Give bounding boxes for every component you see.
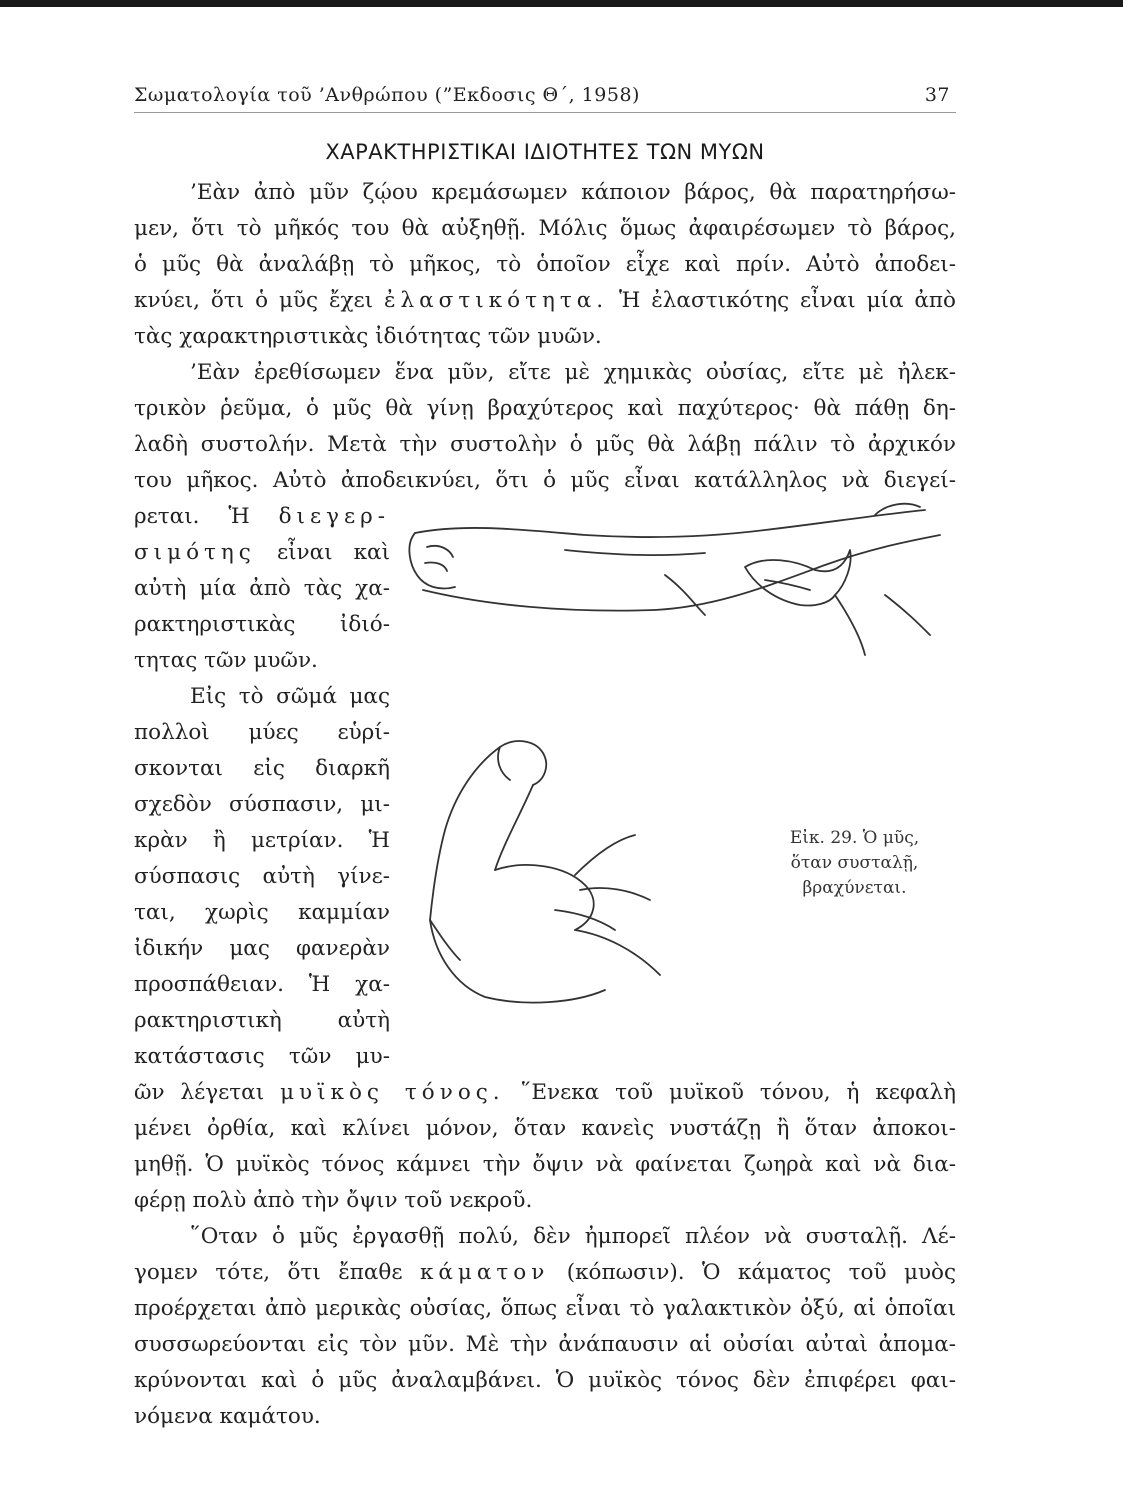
text-line: ’Εὰν ἀπὸ μῦν ζῴου κρεμάσωμεν κάποιον βάρος, θὰ παρατηρήσω- xyxy=(190,180,956,205)
figure-outstretched-arm xyxy=(405,495,950,670)
caption-line: ὅταν συσταλῇ, xyxy=(790,853,919,873)
page-number: 37 xyxy=(924,84,950,106)
wrist-line xyxy=(885,595,930,635)
hand-outline xyxy=(745,550,865,655)
text-run: κνύει, ὅτι ὁ μῦς ἔχει xyxy=(134,288,374,313)
text-line: ’Εὰν ἐρεθίσωμεν ἕνα μῦν, εἴτε μὲ χημικὰς οὐσίας, εἴτε μὲ ἠλεκ- xyxy=(190,360,956,385)
text-line: νόμενα καμάτου. xyxy=(134,1404,321,1429)
text-line: πολλοὶ μύες εὑρί- xyxy=(134,720,390,745)
emphasis-muscle-tone: μυϊκὸς τόνος. xyxy=(280,1080,505,1105)
text-line: Εἰς τὸ σῶμά μας xyxy=(190,684,390,709)
pinching-hand xyxy=(555,835,660,975)
text-line: κρὰν ἢ μετρίαν. Ἡ xyxy=(134,828,390,853)
scan-edge xyxy=(0,0,1123,7)
section-heading: ΧΑΡΑΚΤΗΡΙΣΤΙΚΑΙ ΙΔΙΟΤΗΤΕΣ ΤΩΝ ΜΥΩΝ xyxy=(325,140,765,164)
text-line: ἰδικήν μας φανερὰν xyxy=(134,936,390,961)
text-run: εἶναι καὶ xyxy=(276,540,390,565)
text-line xyxy=(134,535,390,571)
text-line: μηθῇ. Ὁ μυϊκὸς τόνος κάμνει τὴν ὄψιν νὰ φαίνεται ζωηρὰ καὶ νὰ δια- xyxy=(134,1152,956,1177)
emphasis-excitability: διεγερ- xyxy=(278,504,390,529)
running-header xyxy=(134,84,956,114)
header-rule xyxy=(134,112,956,113)
forearm-inner xyxy=(495,785,533,870)
text-line xyxy=(134,1075,956,1111)
text-run: ρεται. Ἡ xyxy=(134,504,250,529)
emphasis-elasticity: ἐλαστικότητα. xyxy=(384,288,609,313)
text-line: σχεδὸν σύσπασιν, μι- xyxy=(134,792,390,817)
upper-arm-lower xyxy=(430,920,605,1003)
text-line: κρύνονται καὶ ὁ μῦς ἀναλαμβάνει. Ὁ μυϊκὸς τόνος δὲν ἐπιφέρει φαι- xyxy=(134,1368,956,1393)
biceps-bulge xyxy=(495,865,594,930)
running-title: Σωματολογία τοῦ ’Ανθρώπου (”Εκδοσις Θ΄, 1958) xyxy=(134,84,640,106)
text-line: μένει ὀρθία, καὶ κλίνει μόνον, ὅταν κανεὶς νυστάζῃ ἢ ὅταν ἀποκοι- xyxy=(134,1116,956,1141)
text-run: ῶν λέγεται xyxy=(134,1080,265,1105)
text-line: ὁ μῦς θὰ ἀναλάβῃ τὸ μῆκος, τὸ ὁποῖον εἶχε καὶ πρίν. Αὐτὸ ἀποδει- xyxy=(134,252,956,277)
text-line: συσσωρεύονται εἰς τὸν μῦν. Μὲ τὴν ἀνάπαυσιν αἱ οὐσίαι αὐταὶ ἀπομα- xyxy=(134,1332,956,1357)
text-line xyxy=(134,499,390,535)
text-line: μεν, ὅτι τὸ μῆκός του θὰ αὐξηθῇ. Μόλις ὅμως ἀφαιρέσωμεν τὸ βάρος, xyxy=(134,216,956,241)
text-run: ῞Ενεκα τοῦ μυϊκοῦ τόνου, ἡ κεφαλὴ xyxy=(520,1080,956,1105)
text-line: ται, χωρὶς καμμίαν xyxy=(134,900,390,925)
text-line: τητας τῶν μυῶν. xyxy=(134,648,318,673)
text-run: Ἡ ἐλαστικότης εἶναι μία ἀπὸ xyxy=(619,288,956,313)
arm-lower-contour xyxy=(423,535,940,611)
figure-caption xyxy=(752,826,957,901)
text-line: τρικὸν ῥεῦμα, ὁ μῦς θὰ γίνῃ βραχύτερος καὶ παχύτερος· θὰ πάθῃ δη- xyxy=(134,396,956,421)
fist-outline xyxy=(498,741,546,785)
text-run: γομεν τότε, ὅτι ἔπαθε xyxy=(134,1260,403,1285)
caption-line: Εἰκ. 29. Ὁ μῦς, xyxy=(789,828,920,848)
text-line: ρακτηριστικὴ αὐτὴ xyxy=(134,1008,390,1033)
text-line: προσπάθειαν. Ἡ χα- xyxy=(134,972,390,997)
caption-line: βραχύνεται. xyxy=(802,878,907,898)
arm-upper-contour xyxy=(415,510,925,537)
text-line: ρακτηριστικὰς ἰδιό- xyxy=(134,612,390,637)
text-line: λαδὴ συστολήν. Μετὰ τὴν συστολὴν ὁ μῦς θὰ λάβῃ πάλιν τὸ ἀρχικόν xyxy=(134,432,956,457)
text-run: (κόπωσιν). Ὁ κάματος τοῦ μυὸς xyxy=(566,1260,956,1285)
text-line: σύσπασις αὐτὴ γίνε- xyxy=(134,864,390,889)
text-line xyxy=(134,283,956,319)
text-line: του μῆκος. Αὐτὸ ἀποδεικνύει, ὅτι ὁ μῦς εἶναι κατάλληλος νὰ διεγεί- xyxy=(134,468,956,493)
text-line: κατάστασις τῶν μυ- xyxy=(134,1044,390,1069)
muscle-line xyxy=(565,550,705,555)
text-line: σκονται εἰς διαρκῆ xyxy=(134,756,390,781)
text-line: ῞Οταν ὁ μῦς ἐργασθῇ πολύ, δὲν ἠμπορεῖ πλέον νὰ συσταλῇ. Λέ- xyxy=(190,1224,956,1249)
fist-outline xyxy=(409,533,455,589)
emphasis-fatigue: κάματον xyxy=(419,1260,550,1285)
text-line: τὰς χαρακτηριστικὰς ἰδιότητας τῶν μυῶν. xyxy=(134,324,602,349)
text-line: φέρῃ πολὺ ἀπὸ τὴν ὄψιν τοῦ νεκροῦ. xyxy=(134,1188,533,1213)
forearm-contour xyxy=(430,747,500,920)
text-line: προέρχεται ἀπὸ μερικὰς οὐσίας, ὅπως εἶναι τὸ γαλακτικὸν ὀξύ, αἱ ὁποῖαι xyxy=(134,1296,956,1321)
figure-flexed-arm xyxy=(405,735,695,1010)
text-line xyxy=(134,1255,956,1291)
text-line: αὐτὴ μία ἀπὸ τὰς χα- xyxy=(134,576,390,601)
emphasis-excitability: σιμότης xyxy=(134,540,256,565)
